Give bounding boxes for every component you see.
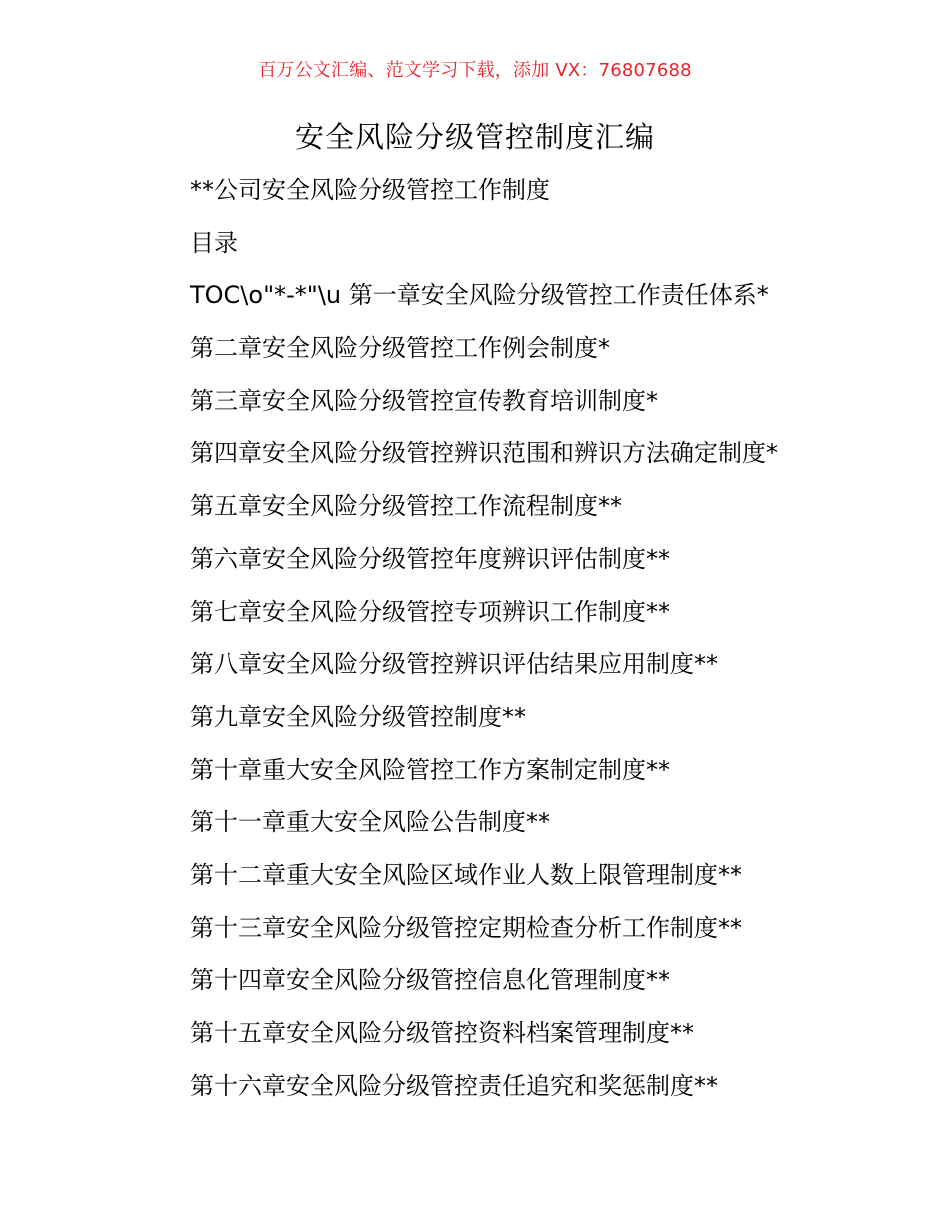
- toc-entry: 第十二章重大安全风险区域作业人数上限管理制度**: [190, 860, 742, 889]
- toc-entry: 第七章安全风险分级管控专项辨识工作制度**: [190, 597, 670, 626]
- toc-entry: 第三章安全风险分级管控宣传教育培训制度*: [190, 386, 658, 415]
- toc-entry: 第十六章安全风险分级管控责任追究和奖惩制度**: [190, 1071, 718, 1100]
- toc-entry: 第九章安全风险分级管控制度**: [190, 702, 526, 731]
- watermark-text: 百万公文汇编、范文学习下载，添加 VX：76807688: [258, 60, 692, 81]
- toc-entry: 第五章安全风险分级管控工作流程制度**: [190, 492, 622, 521]
- toc-entry: 第八章安全风险分级管控辨识评估结果应用制度**: [190, 650, 718, 679]
- toc-heading: 目录: [190, 228, 238, 257]
- toc-entry: 第四章安全风险分级管控辨识范围和辨识方法确定制度*: [190, 439, 778, 468]
- toc-entry: 第十一章重大安全风险公告制度**: [190, 808, 550, 837]
- toc-entry: 第十四章安全风险分级管控信息化管理制度**: [190, 966, 670, 995]
- toc-entry: 第十五章安全风险分级管控资料档案管理制度**: [190, 1019, 694, 1047]
- toc-entry: 第二章安全风险分级管控工作例会制度*: [190, 334, 610, 363]
- document-body: [190, 172, 930, 1120]
- toc-entry: 第十章重大安全风险管控工作方案制定制度**: [190, 755, 670, 784]
- toc-entry: 第十三章安全风险分级管控定期检查分析工作制度**: [190, 913, 742, 942]
- document-subtitle: **公司安全风险分级管控工作制度: [190, 176, 550, 204]
- toc-entry: TOC\o"*-*"\u 第一章安全风险分级管控工作责任体系*: [190, 281, 769, 310]
- document-title: 安全风险分级管控制度汇编: [294, 120, 655, 154]
- toc-entry: 第六章安全风险分级管控年度辨识评估制度**: [190, 544, 670, 573]
